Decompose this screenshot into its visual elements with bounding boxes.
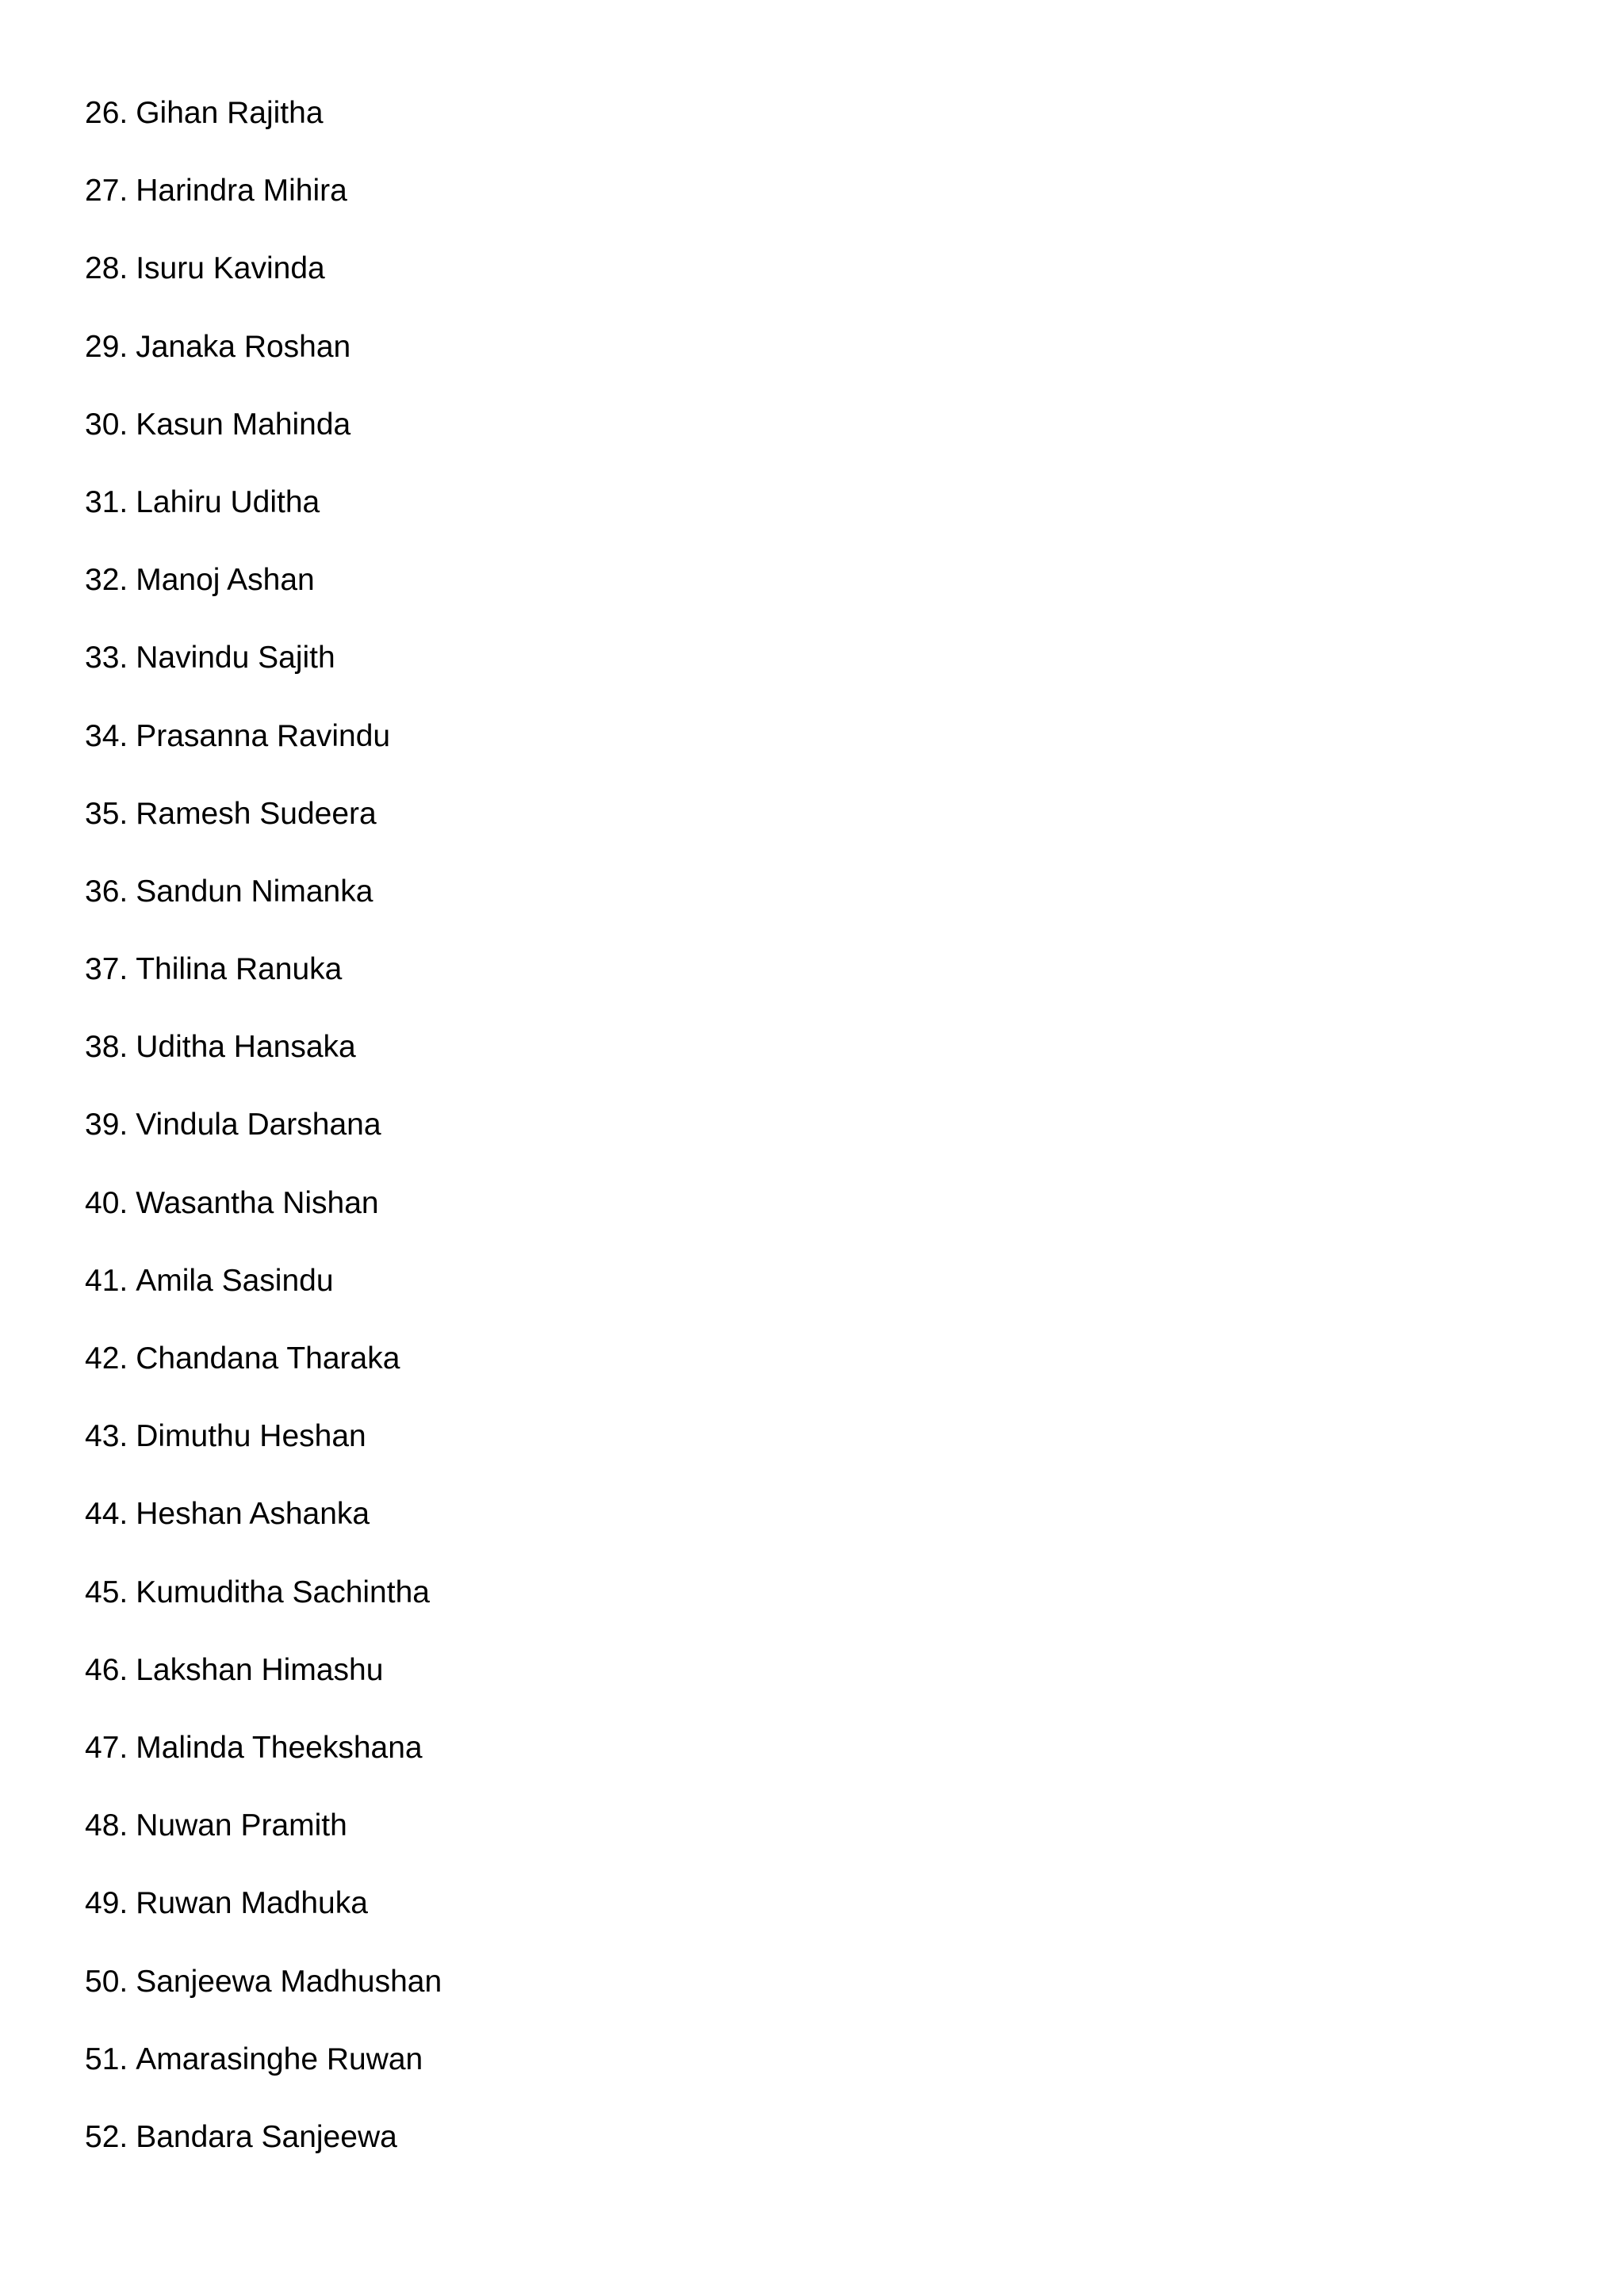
item-name: Nuwan Pramith — [136, 1808, 347, 1843]
item-number: 32. — [85, 563, 128, 598]
item-name: Dimuthu Heshan — [136, 1419, 366, 1454]
list-item — [85, 872, 442, 950]
item-name: Amarasinghe Ruwan — [136, 2042, 423, 2076]
list-item — [85, 1339, 442, 1417]
item-name: Ramesh Sudeera — [136, 796, 377, 831]
item-name: Kasun Mahinda — [136, 407, 351, 442]
item-number: 49. — [85, 1886, 128, 1921]
item-number: 47. — [85, 1730, 128, 1765]
list-item — [85, 638, 442, 716]
item-number: 46. — [85, 1652, 128, 1687]
item-name: Kumuditha Sachintha — [136, 1575, 430, 1609]
item-number: 40. — [85, 1185, 128, 1220]
list-item — [85, 1651, 442, 1728]
list-item — [85, 94, 442, 171]
item-number: 30. — [85, 407, 128, 442]
item-number: 34. — [85, 718, 128, 753]
item-name: Manoj Ashan — [136, 563, 315, 598]
list-item — [85, 1417, 442, 1494]
list-item — [85, 249, 442, 327]
item-number: 38. — [85, 1030, 128, 1065]
item-name: Gihan Rajitha — [136, 96, 324, 130]
item-number: 50. — [85, 1964, 128, 1999]
item-name: Navindu Sajith — [136, 641, 335, 675]
item-number: 42. — [85, 1341, 128, 1376]
item-name: Janaka Roshan — [136, 329, 351, 364]
list-item — [85, 1884, 442, 1961]
item-number: 29. — [85, 329, 128, 364]
item-number: 44. — [85, 1497, 128, 1532]
item-number: 37. — [85, 952, 128, 987]
list-item — [85, 1962, 442, 2040]
list-item — [85, 1184, 442, 1261]
list-item — [85, 794, 442, 872]
list-item — [85, 1806, 442, 1884]
list-item — [85, 483, 442, 561]
list-item — [85, 1573, 442, 1651]
item-name: Bandara Sanjeewa — [136, 2119, 397, 2154]
item-name: Lakshan Himashu — [136, 1652, 384, 1687]
item-name: Vindula Darshana — [136, 1108, 381, 1142]
item-number: 28. — [85, 251, 128, 286]
list-item — [85, 1105, 442, 1183]
list-item — [85, 2118, 442, 2195]
item-number: 26. — [85, 96, 128, 130]
list-item — [85, 2040, 442, 2118]
list-item — [85, 1027, 442, 1105]
list-item — [85, 950, 442, 1027]
list-item — [85, 1494, 442, 1572]
item-name: Thilina Ranuka — [136, 952, 343, 987]
item-name: Ruwan Madhuka — [136, 1886, 368, 1921]
list-item — [85, 1261, 442, 1339]
item-name: Heshan Ashanka — [136, 1497, 370, 1532]
item-name: Sandun Nimanka — [136, 874, 373, 909]
list-item — [85, 561, 442, 638]
item-name: Prasanna Ravindu — [136, 718, 391, 753]
item-number: 35. — [85, 796, 128, 831]
item-name: Malinda Theekshana — [136, 1730, 423, 1765]
item-name: Harindra Mihira — [136, 174, 347, 209]
item-name: Sanjeewa Madhushan — [136, 1964, 442, 1999]
item-number: 41. — [85, 1263, 128, 1298]
list-item — [85, 405, 442, 483]
item-number: 43. — [85, 1419, 128, 1454]
item-name: Isuru Kavinda — [136, 251, 325, 286]
item-number: 36. — [85, 874, 128, 909]
list-item — [85, 171, 442, 249]
item-number: 31. — [85, 484, 128, 519]
item-number: 27. — [85, 174, 128, 209]
list-item — [85, 1728, 442, 1806]
item-number: 33. — [85, 641, 128, 675]
item-number: 39. — [85, 1108, 128, 1142]
list-item — [85, 327, 442, 405]
item-name: Amila Sasindu — [136, 1263, 334, 1298]
item-number: 45. — [85, 1575, 128, 1609]
item-number: 51. — [85, 2042, 128, 2076]
item-name: Wasantha Nishan — [136, 1185, 379, 1220]
list-item — [85, 717, 442, 794]
item-number: 48. — [85, 1808, 128, 1843]
item-name: Chandana Tharaka — [136, 1341, 400, 1376]
name-list — [85, 94, 442, 2195]
item-name: Uditha Hansaka — [136, 1030, 356, 1065]
item-number: 52. — [85, 2119, 128, 2154]
item-name: Lahiru Uditha — [136, 484, 320, 519]
